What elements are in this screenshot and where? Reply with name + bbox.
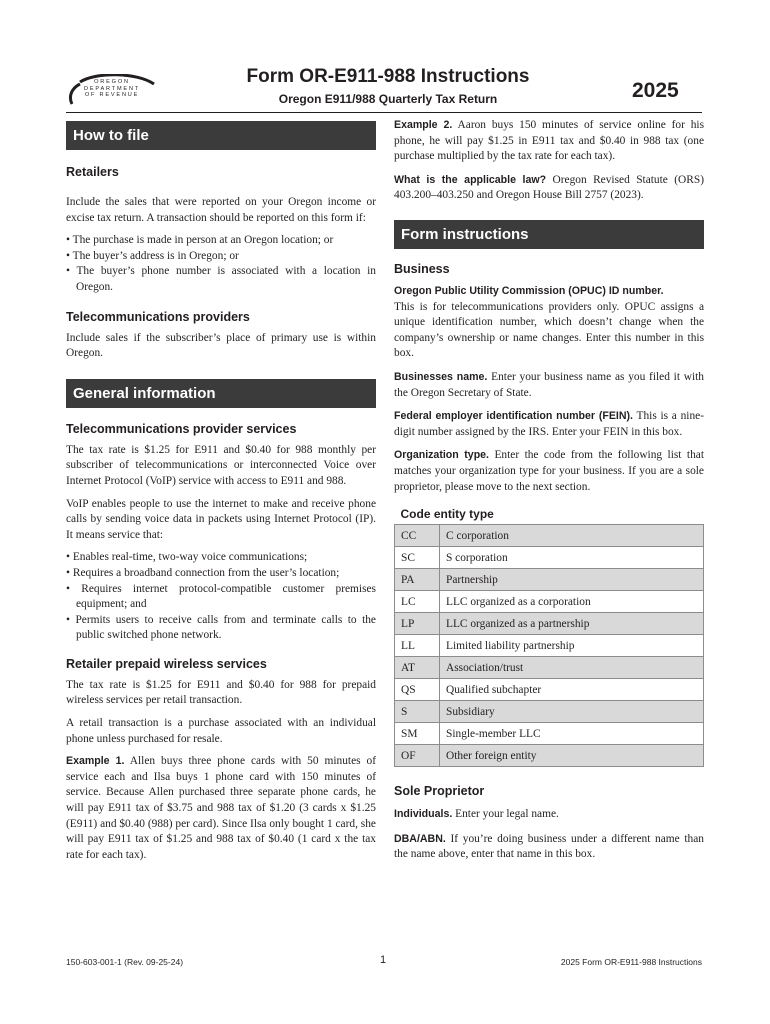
entity-code: LC [395,591,440,613]
table-row [395,723,704,745]
entity-code: S [395,701,440,723]
dba-abn-label: DBA/ABN. [394,832,446,845]
entity-type: Single-member LLC [440,723,704,745]
example-2-text: Aaron buys 150 minutes of service online for his phone, he will pay $1.25 in E911 tax and $0.40 in 988 tax (one purchase multiplied by the tax rate for each tax). [394,119,705,163]
organization-type-label: Organization type. [394,449,490,462]
individuals [394,807,704,823]
business-name-label: Businesses name. [394,370,488,383]
list-item: • The buyer’s address is in Oregon; or [66,249,376,265]
telecom-providers-heading: Telecommunications providers [66,309,250,324]
header-rule [66,112,702,113]
sole-proprietor-heading: Sole Proprietor [394,784,485,799]
telecom-providers-text: Include sales if the subscriber’s place of primary use is within Oregon. [66,331,376,360]
list-item: • Permits users to receive calls from and terminate calls to the public switched phone network. [66,613,376,644]
page-subtitle: Oregon E911/988 Quarterly Tax Return [278,92,498,106]
page-title: Form OR-E911-988 Instructions [246,66,530,87]
fein [394,409,704,440]
tax-year: 2025 [632,79,679,102]
organization-type [394,448,704,495]
page-number: 1 [380,954,387,966]
fein-label: Federal employer identification number (FEIN). [394,410,633,423]
table-row [395,745,704,767]
list-item: • Requires a broadband connection from the user’s location; [66,566,376,582]
entity-type: Other foreign entity [440,745,704,767]
example-1-text: Allen buys three phone cards with 50 minutes of service each and Ilsa buys 1 phone card with 150 minutes of service. Because Allen purchased three separate phone cards, he will pay E911 tax of $3.75 and 988 tax of $1.20 (3 cards x $1.25 (E911) and $0.40 (988) per card). Since Ilsa only bought 1 card, she will pay E911 tax of $1.25 and 988 tax of $0.40 (1 card x the tax rate for each tax). [66,755,376,861]
list-item: • The buyer’s phone number is associated with a location in Oregon. [66,264,376,295]
applicable-law-label: What is the applicable law? [394,173,547,186]
entity-code: CC [395,525,440,547]
table-row [395,657,704,679]
logo-line-1: OREGON [94,79,130,85]
table-row [395,591,704,613]
fein-text: This is a nine-digit number assigned by the IRS. Enter your FEIN in this box. [394,410,704,438]
left-column [66,118,376,863]
logo-line-2: DEPARTMENT [83,85,141,92]
table-row [395,635,704,657]
prepaid-wireless-heading: Retailer prepaid wireless services [66,656,267,671]
entity-type: LLC organized as a corporation [440,591,704,613]
footer-title: 2025 Form OR-E911-988 Instructions [560,957,702,967]
entity-type-table [394,503,704,767]
table-row [395,547,704,569]
individuals-text: Enter your legal name. [455,808,559,821]
entity-code: AT [395,657,440,679]
business-heading: Business [394,261,450,276]
general-information-banner: General information [66,379,376,408]
entity-type: Qualified subchapter [440,679,704,701]
right-column [394,118,704,863]
entity-code: SC [395,547,440,569]
table-row [395,701,704,723]
business-name-text: Enter your business name as you filed it with the Oregon Secretary of State. [394,370,704,399]
logo-text [72,79,152,99]
entity-type: Limited liability partnership [440,635,704,657]
entity-type: Association/trust [440,657,704,679]
entity-type: Partnership [440,569,704,591]
prepaid-wireless-text-1: The tax rate is $1.25 for E911 and $0.40 for 988 for prepaid wireless services per retail transaction. [66,678,376,707]
telecom-services-text-1: The tax rate is $1.25 for E911 and $0.40 for 988 monthly per subscriber of telecommunications or interconnected Voice over Internet Protocol (VoIP) service with access to E911 and 988. [66,443,376,487]
how-to-file-banner: How to file [66,121,376,150]
entity-code: SM [395,723,440,745]
entity-type: LLC organized as a partnership [440,613,704,635]
opuc-label-text: Oregon Public Utility Commission (OPUC) ID number. [394,284,664,297]
voip-list [66,550,376,644]
entity-table-header: Code entity type [400,506,494,521]
business-name [394,370,704,401]
entity-code: LL [395,635,440,657]
telecom-services-heading: Telecommunications provider services [66,421,297,436]
list-item: • The purchase is made in person at an Oregon location; or [66,233,376,249]
table-row [395,569,704,591]
footer-form-number: 150-603-001-1 (Rev. 09-25-24) [66,957,184,967]
dba-abn [394,832,704,863]
example-2-label: Example 2. [394,119,453,131]
form-instructions-banner: Form instructions [394,220,704,249]
retailers-list [66,233,376,295]
dba-abn-text: If you’re doing business under a different name than the name above, enter that name in this box. [394,832,705,861]
table-row [395,679,704,701]
opuc-label [394,284,704,300]
example-1-label: Example 1. [66,755,125,768]
prepaid-wireless-text-2: A retail transaction is a purchase associated with an individual phone unless purchased for resale. [66,717,376,745]
applicable-law [394,173,704,204]
organization-type-text: Enter the code from the following list that matches your organization type for your business. If you are a sole proprietor, please move to the next section. [394,449,704,493]
entity-code: LP [395,613,440,635]
applicable-law-text: Oregon Revised Statute (ORS) 403.200–403.250 and Oregon House Bill 2757 (2023). [394,173,705,202]
table-row [395,613,704,635]
entity-code: OF [395,745,440,767]
entity-code: QS [395,679,440,701]
retailers-text: Include the sales that were reported on your Oregon income or excise tax return. A transaction should be reported on this form if: [66,196,376,224]
example-1 [66,754,376,863]
telecom-services-text-2: VoIP enables people to use the internet to make and receive phone calls by sending voice data in packets using Internet Protocol (IP). It means service that: [66,497,376,541]
table-row [395,525,704,547]
entity-code: PA [395,569,440,591]
entity-type: Subsidiary [440,701,704,723]
entity-type: C corporation [440,525,704,547]
opuc-text: This is for telecommunications providers only. OPUC assigns a unique identification number, which doesn’t change when the company’s ownership or name changes. Enter this number in this box. [394,300,704,360]
list-item: • Requires internet protocol-compatible customer premises equipment; and [66,582,376,613]
example-2 [394,118,704,165]
individuals-label: Individuals. [394,808,453,821]
retailers-heading: Retailers [66,165,119,179]
entity-type: S corporation [440,547,704,569]
logo-line-3: OF REVENUE [84,92,140,99]
list-item: • Enables real-time, two-way voice communications; [66,550,376,566]
